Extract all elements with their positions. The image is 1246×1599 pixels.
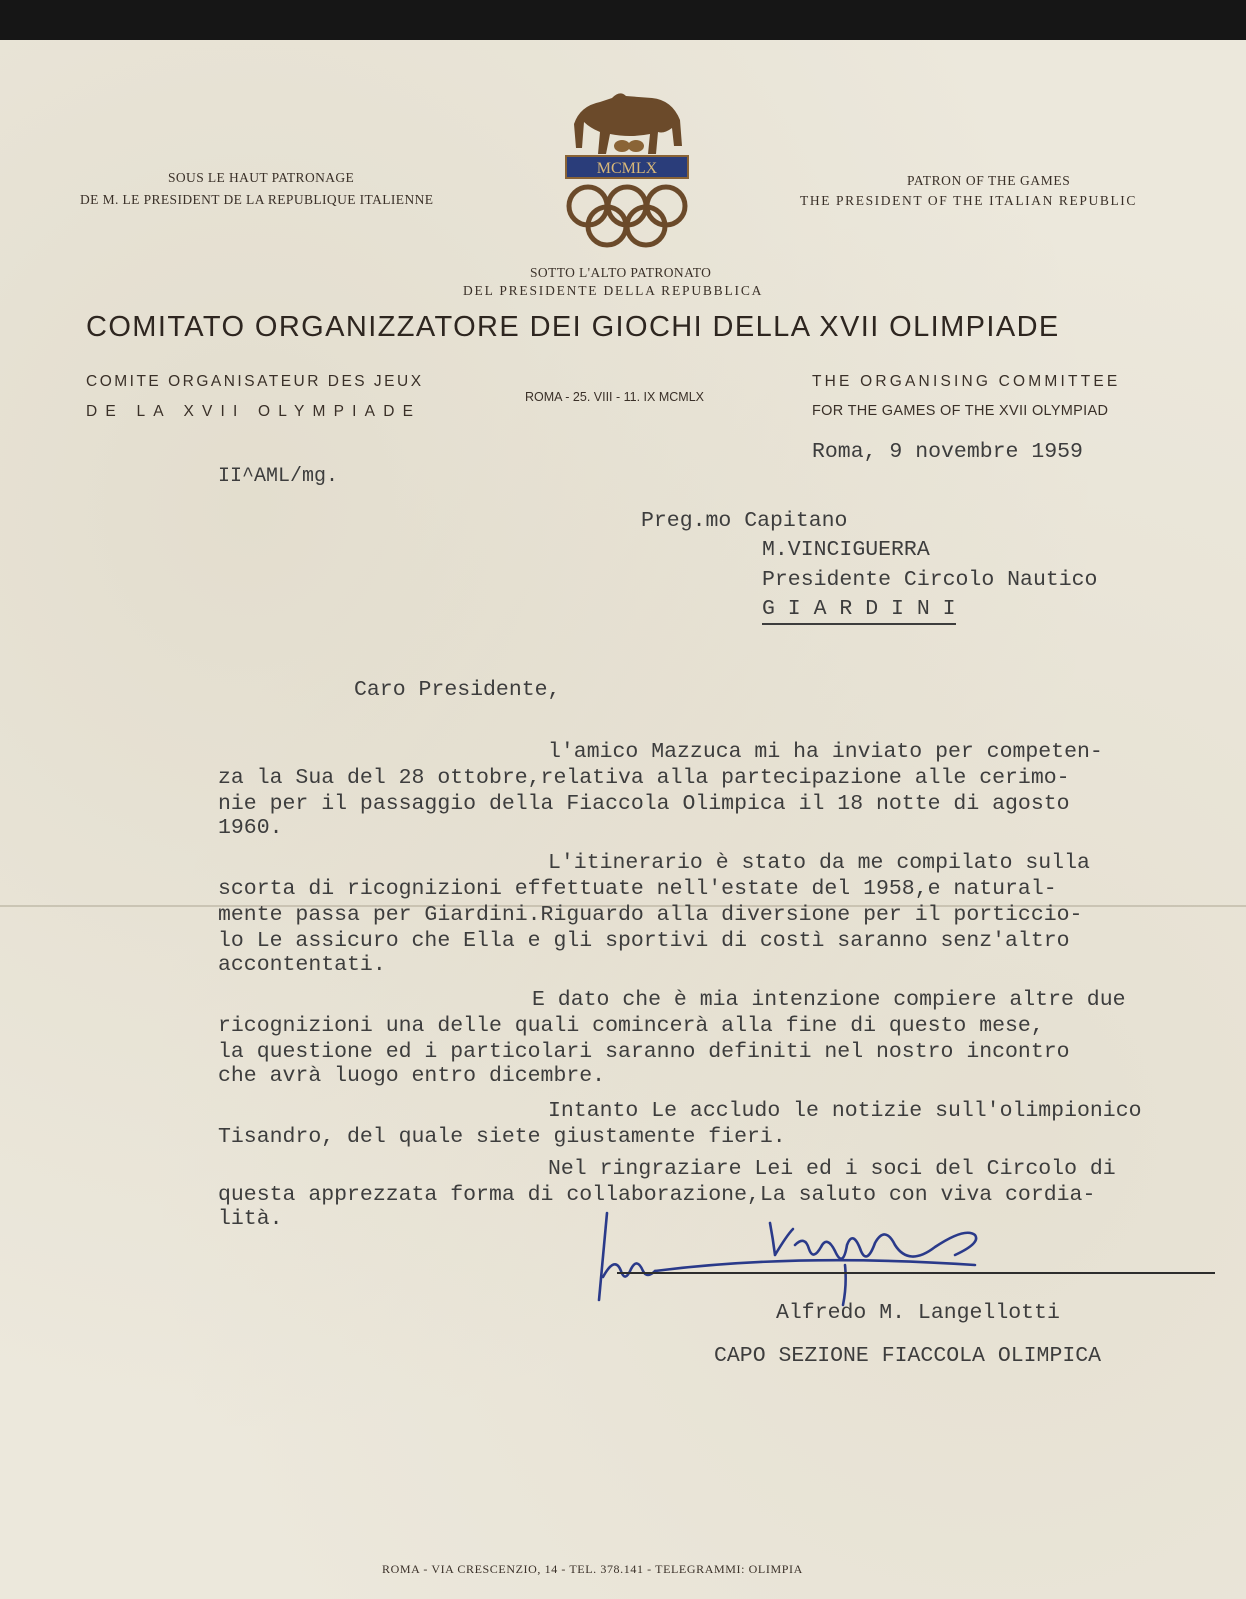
recipient-line: Presidente Circolo Nautico xyxy=(762,568,1098,592)
reference-code: II^AML/mg. xyxy=(218,465,339,488)
body-line: lità. xyxy=(218,1207,283,1231)
body-line: scorta di ricognizioni effettuate nell'estate del 1958,e natural- xyxy=(218,877,1057,901)
patronage-it-line1: SOTTO L'ALTO PATRONATO xyxy=(530,265,712,280)
body-line: Tisandro, del quale siete giustamente fieri. xyxy=(218,1125,786,1149)
recipient-line: Preg.mo Capitano xyxy=(641,509,848,533)
letterhead-footer: ROMA - VIA CRESCENZIO, 14 - TEL. 378.141 - TELEGRAMMI: OLIMPIA xyxy=(382,1562,803,1576)
patronage-fr-line1: SOUS LE HAUT PATRONAGE xyxy=(168,170,355,185)
patronage-fr-line2: DE M. LE PRESIDENT DE LA REPUBLIQUE ITALIENNE xyxy=(80,192,434,207)
body-line: questa apprezzata forma di collaborazione,La saluto con viva cordia- xyxy=(218,1183,1096,1207)
body-line: la questione ed i particolari saranno definiti nel nostro incontro xyxy=(218,1040,1070,1064)
games-dates: ROMA - 25. VIII - 11. IX MCMLX xyxy=(525,390,704,404)
body-line: nie per il passaggio della Fiaccola Olimpica il 18 notte di agosto xyxy=(218,792,1070,816)
body-line: accontentati. xyxy=(218,953,386,977)
handwritten-signature xyxy=(595,1205,1235,1315)
committee-en-line1: THE ORGANISING COMMITTEE xyxy=(812,373,1121,390)
recipient-line: M.VINCIGUERRA xyxy=(762,538,930,562)
rome-olympic-emblem xyxy=(560,84,694,254)
recipient-line: G I A R D I N I xyxy=(762,597,956,625)
committee-en-line2: FOR THE GAMES OF THE XVII OLYMPIAD xyxy=(812,403,1109,419)
committee-fr-line2: DE LA XVII OLYMPIADE xyxy=(86,403,422,420)
patronage-en-line1: PATRON OF THE GAMES xyxy=(907,173,1071,188)
body-line: 1960. xyxy=(218,816,283,840)
committee-fr-line1: COMITE ORGANISATEUR DES JEUX xyxy=(86,373,424,390)
body-line: ricognizioni una delle quali comincerà alla fine di questo mese, xyxy=(218,1014,1044,1038)
body-line: Nel ringraziare Lei ed i soci del Circolo di xyxy=(548,1157,1116,1181)
emblem-text: MCMLX xyxy=(596,160,658,177)
patronage-en-line2: THE PRESIDENT OF THE ITALIAN REPUBLIC xyxy=(800,193,1137,208)
body-line: mente passa per Giardini.Riguardo alla diversione per il porticcio- xyxy=(218,903,1083,927)
committee-title: COMITATO ORGANIZZATORE DEI GIOCHI DELLA XVII OLIMPIADE xyxy=(86,311,1060,343)
body-line: L'itinerario è stato da me compilato sulla xyxy=(548,851,1090,875)
signer-name: Alfredo M. Langellotti xyxy=(776,1301,1060,1325)
signer-title: CAPO SEZIONE FIACCOLA OLIMPICA xyxy=(714,1344,1102,1368)
body-line: za la Sua del 28 ottobre,relativa alla partecipazione alle cerimo- xyxy=(218,766,1070,790)
body-line: Intanto Le accludo le notizie sull'olimpionico xyxy=(548,1099,1142,1123)
letter-date: Roma, 9 novembre 1959 xyxy=(812,440,1083,464)
body-line: lo Le assicuro che Ella e gli sportivi di costì saranno senz'altro xyxy=(218,929,1070,953)
body-line: l'amico Mazzuca mi ha inviato per competen- xyxy=(548,740,1103,764)
patronage-it-line2: DEL PRESIDENTE DELLA REPUBBLICA xyxy=(463,283,764,298)
salutation: Caro Presidente, xyxy=(354,678,561,702)
body-line: E dato che è mia intenzione compiere altre due xyxy=(532,988,1126,1012)
body-line: che avrà luogo entro dicembre. xyxy=(218,1064,606,1088)
